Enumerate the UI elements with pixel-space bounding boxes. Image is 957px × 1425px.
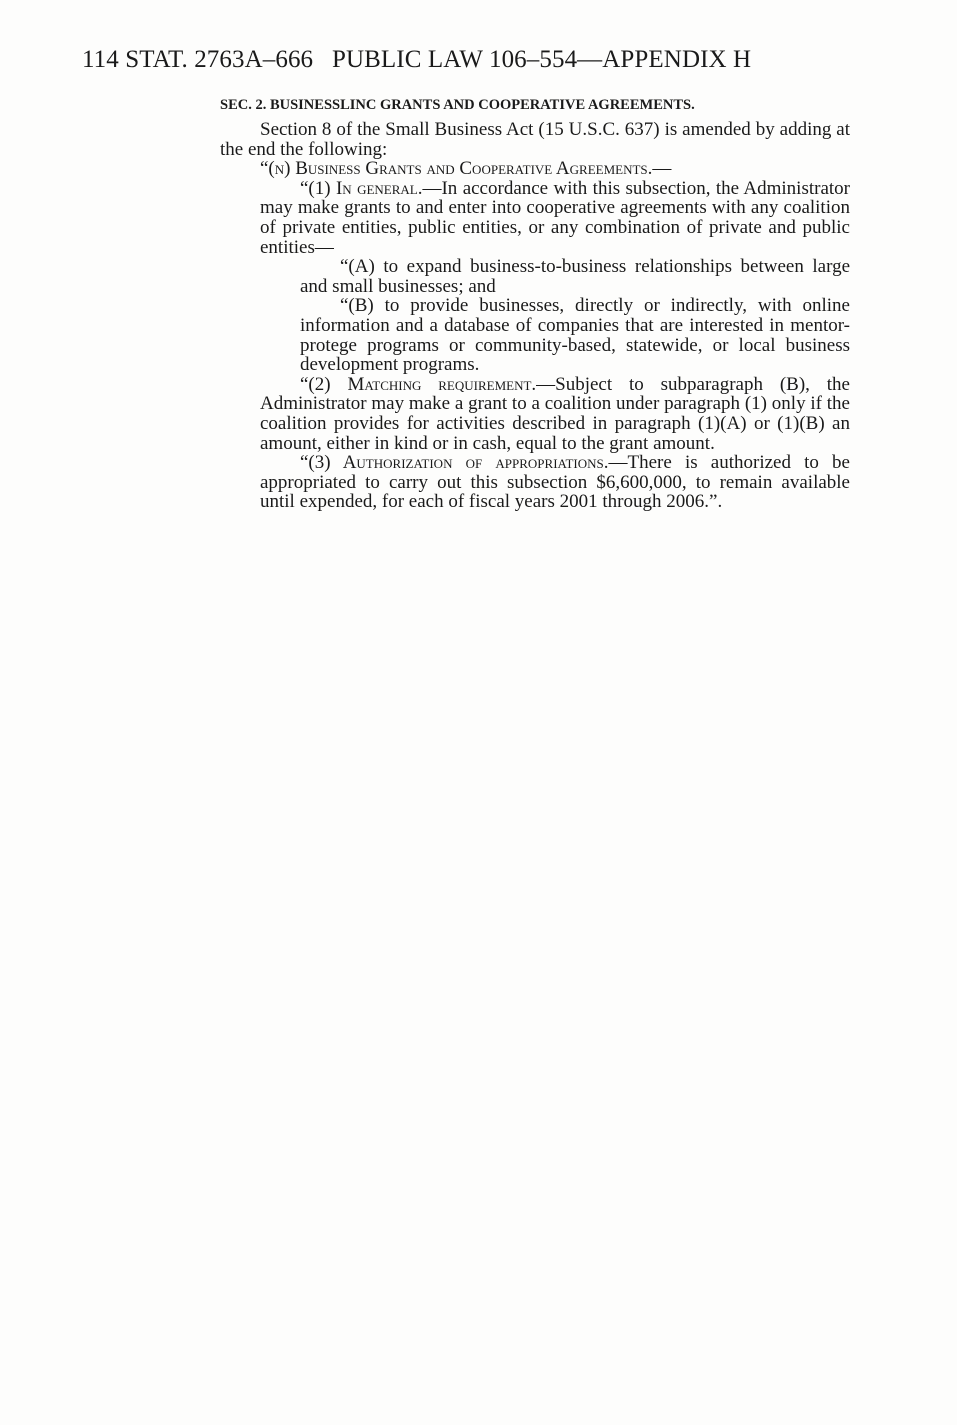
paragraph-2 xyxy=(220,375,850,453)
stat-citation: 114 STAT. 2763A–666 xyxy=(82,46,314,73)
paragraph-1-text: —In accordance with this subsection, the Administrator may make grants to and enter into cooperative agreements with any coalition of private entities, public entities, or any combination of private and public entities— xyxy=(260,177,850,258)
law-title: PUBLIC LAW 106–554—APPENDIX H xyxy=(332,46,752,73)
paragraph-2-heading: “(2) Matching requirement. xyxy=(300,373,537,395)
section-heading: SEC. 2. BUSINESSLINC GRANTS AND COOPERATIVE AGREEMENTS. xyxy=(220,97,695,113)
paragraph-3 xyxy=(220,453,850,512)
subsection-n-heading-text: “(n) Business Grants and Cooperative Agreements.— xyxy=(260,158,672,180)
paragraph-3-heading: “(3) Authorization of appropriations. xyxy=(300,452,609,474)
subsection-n-heading xyxy=(220,159,850,179)
section-intro: Section 8 of the Small Business Act (15 U.S.C. 637) is amended by adding at the end the following: xyxy=(220,119,850,160)
paragraph-2-text: —Subject to subparagraph (B), the Administrator may make a grant to a coalition under paragraph (1) only if the coalition provides for activities described in paragraph (1)(A) or (1)(B) an amount, either in kind or in cash, equal to the grant amount. xyxy=(260,373,850,454)
paragraph-1 xyxy=(220,179,850,257)
section-body xyxy=(220,96,850,512)
paragraph-1-heading: “(1) In general. xyxy=(300,177,423,199)
subparagraph-1b: “(B) to provide businesses, directly or indirectly, with online information and a database of companies that are interested in mentor-protege programs or community-based, statewide, or local business development programs. xyxy=(300,295,850,376)
subparagraph-1a: “(A) to expand business-to-business relationships between large and small businesses; and xyxy=(300,256,850,297)
paragraph-3-text: —There is authorized to be appropriated to carry out this subsection $6,600,000, to remain available until expended, for each of fiscal years 2001 through 2006.”. xyxy=(260,452,850,513)
running-head xyxy=(82,45,782,75)
